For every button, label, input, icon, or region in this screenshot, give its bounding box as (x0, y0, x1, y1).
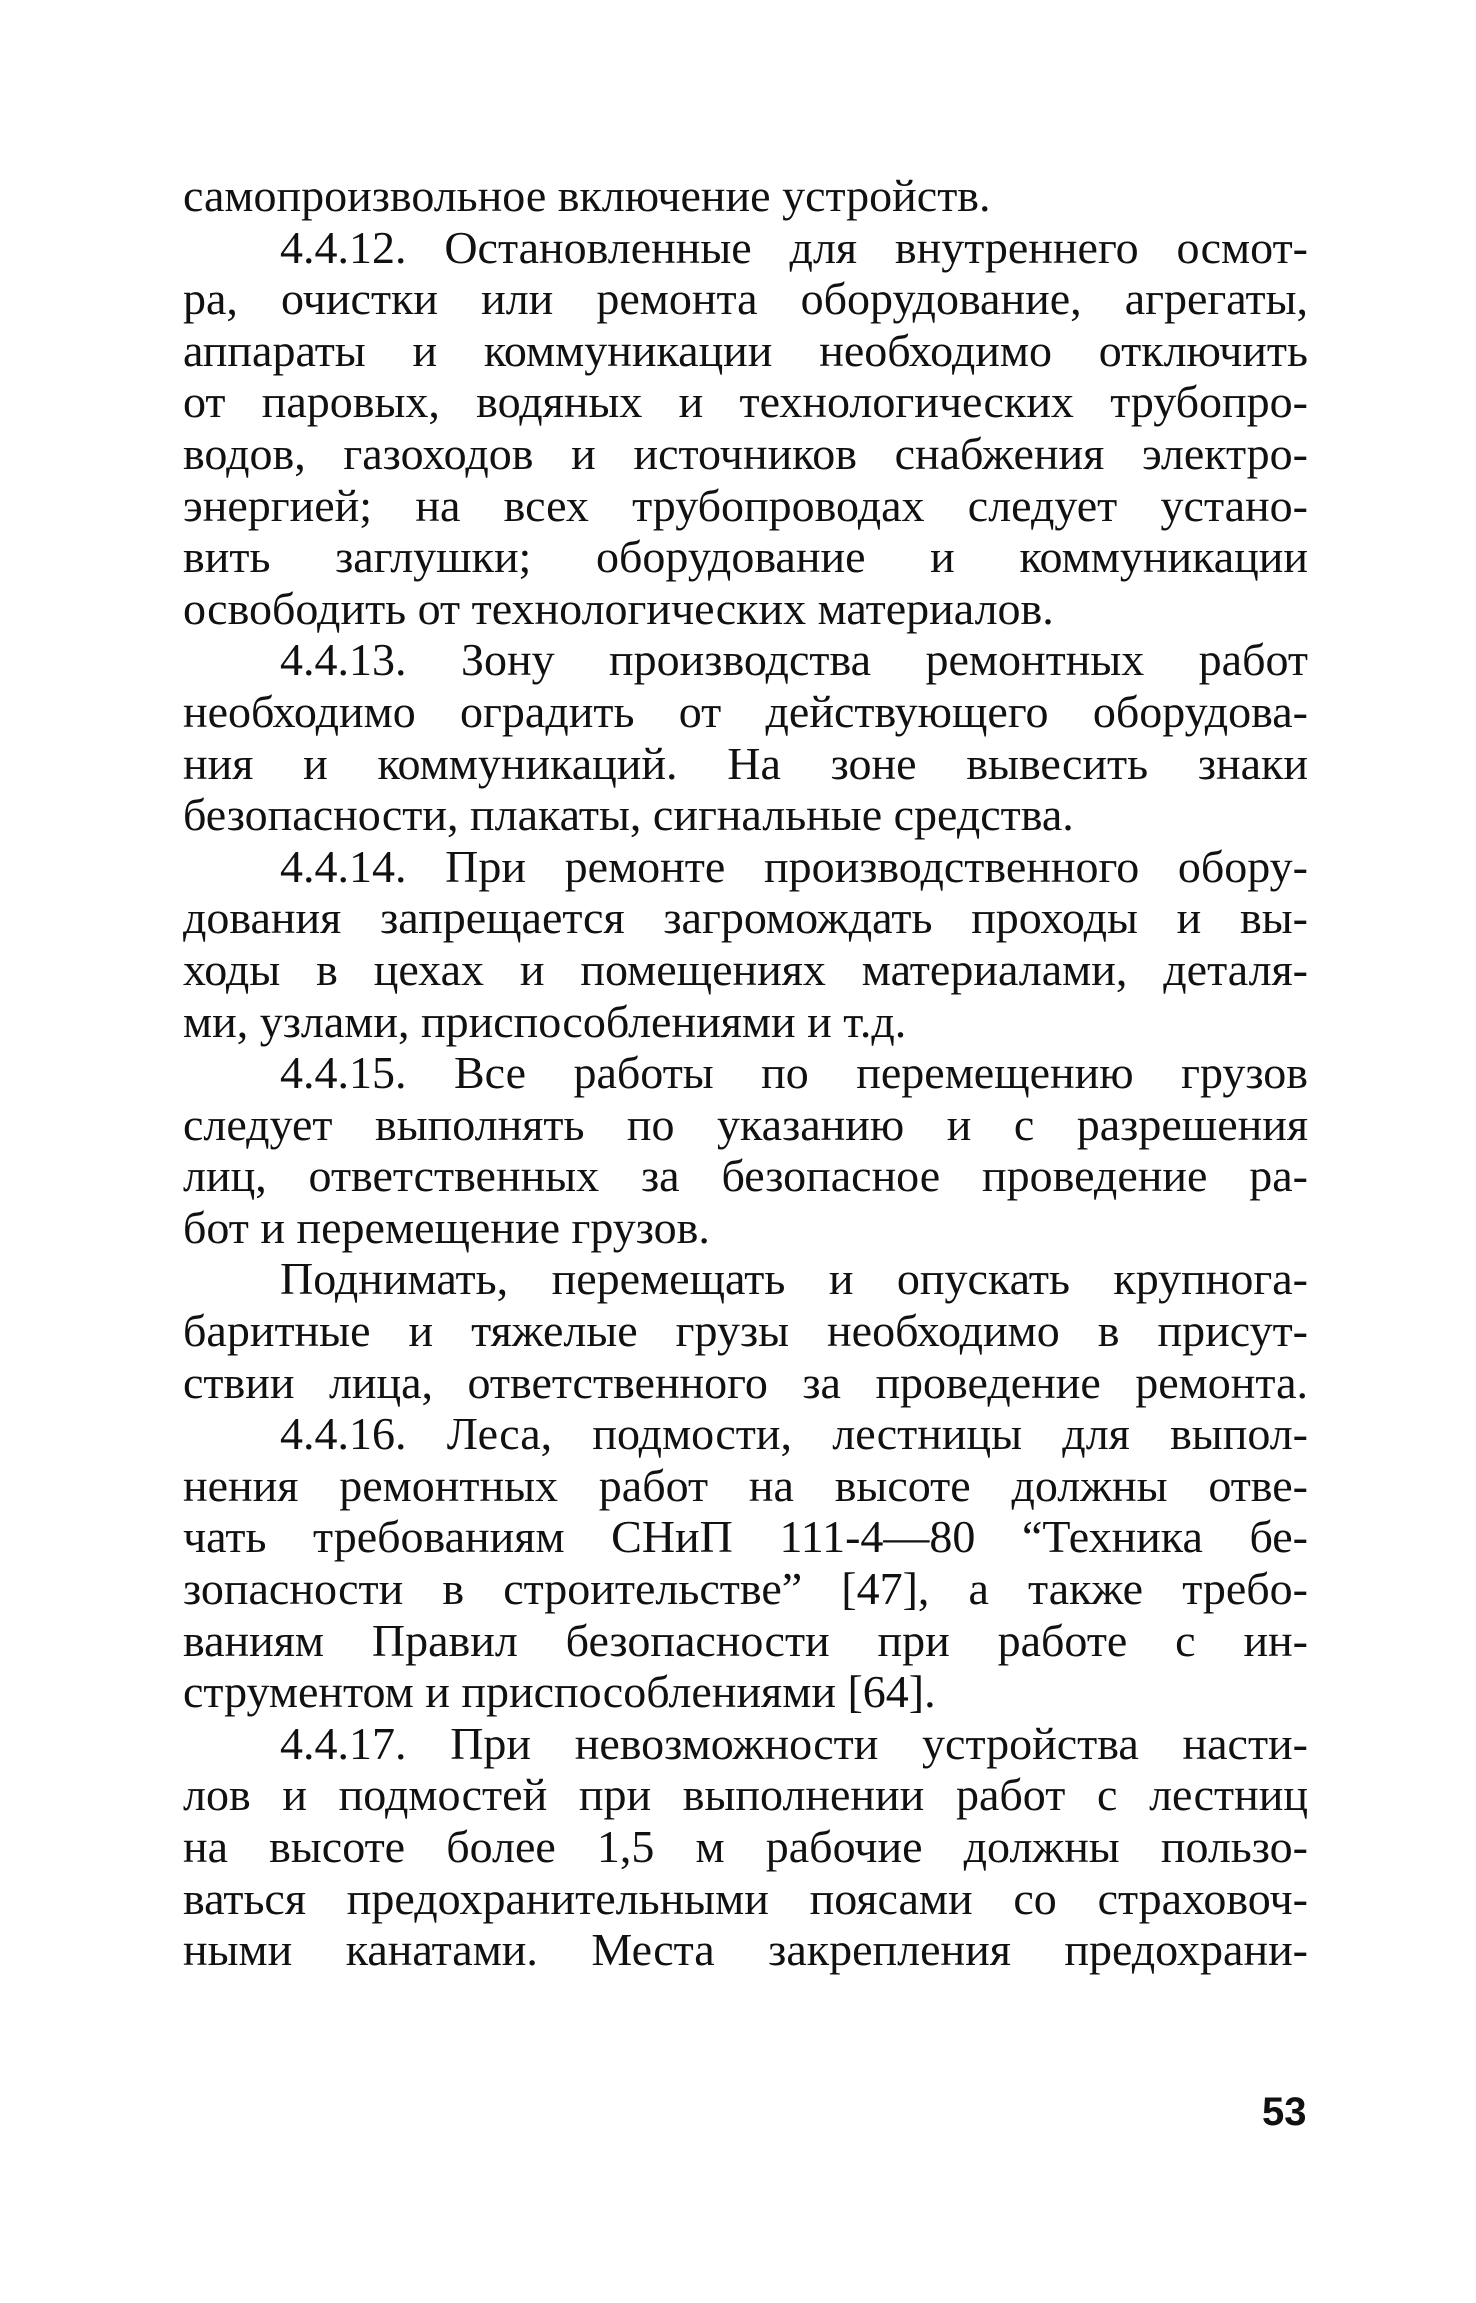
text-line: ния и коммуникаций. На зоне вывесить знаки (183, 737, 1308, 789)
text-line: струментом и приспособлениями [64]. (183, 1666, 936, 1718)
text-line: ствии лица, ответственного за проведение ремонта. (183, 1356, 1308, 1408)
text-line: аппараты и коммуникации необходимо отключить (183, 324, 1308, 376)
text-line: следует выполнять по указанию и с разрешения (183, 1098, 1308, 1150)
text-line: 4.4.14. При ремонте производственного обору- (280, 840, 1308, 892)
text-line: вить заглушки; оборудование и коммуникации (183, 531, 1308, 583)
text-line: ваться предохранительными поясами со страховоч- (183, 1872, 1308, 1924)
text-line: лиц, ответственных за безопасное проведение ра- (183, 1150, 1308, 1202)
text-line: 4.4.17. При невозможности устройства насти- (280, 1717, 1308, 1769)
text-line: лов и подмостей при выполнении работ с лестниц (183, 1769, 1308, 1821)
text-line: зопасности в строительстве” [47], а также требо- (183, 1563, 1308, 1615)
text-line: энергией; на всех трубопроводах следует устано- (183, 479, 1308, 531)
text-line: 4.4.15. Все работы по перемещению грузов (280, 1047, 1308, 1099)
text-line: бот и перемещение грузов. (183, 1201, 710, 1253)
text-line: на высоте более 1,5 м рабочие должны пользо- (183, 1821, 1308, 1872)
page-number: 53 (1262, 2090, 1307, 2134)
text-line: ра, очистки или ремонта оборудование, агрегаты, (183, 273, 1308, 325)
text-line: 4.4.13. Зону производства ремонтных работ (280, 634, 1308, 686)
text-line: ваниям Правил безопасности при работе с ин- (183, 1614, 1308, 1666)
text-line: необходимо оградить от действующего оборудова- (183, 685, 1308, 737)
text-line: ходы в цехах и помещениях материалами, деталя- (183, 943, 1308, 995)
text-line: ми, узлами, приспособлениями и т.д. (183, 995, 907, 1047)
text-line: освободить от технологических материалов. (183, 582, 1054, 634)
text-line: Поднимать, перемещать и опускать крупнога- (280, 1253, 1308, 1305)
text-line: ными канатами. Места закрепления предохрани- (183, 1924, 1308, 1976)
text-line: дования запрещается загромождать проходы и вы- (183, 892, 1308, 944)
text-line: 4.4.16. Леса, подмости, лестницы для выпол- (280, 1408, 1308, 1460)
text-line: водов, газоходов и источников снабжения электро- (183, 427, 1308, 479)
text-line: самопроизвольное включение устройств. (183, 170, 991, 221)
text-line: баритные и тяжелые грузы необходимо в присут- (183, 1305, 1308, 1357)
text-line: 4.4.12. Остановленные для внутреннего осмот- (280, 221, 1308, 273)
text-line: безопасности, плакаты, сигнальные средства. (183, 789, 1074, 841)
text-line: нения ремонтных работ на высоте должны отве- (183, 1459, 1308, 1511)
text-line: чать требованиям СНиП 111-4—80 “Техника бе- (183, 1511, 1308, 1563)
text-line: от паровых, водяных и технологических трубопро- (183, 376, 1308, 428)
body-text (183, 170, 1308, 1976)
